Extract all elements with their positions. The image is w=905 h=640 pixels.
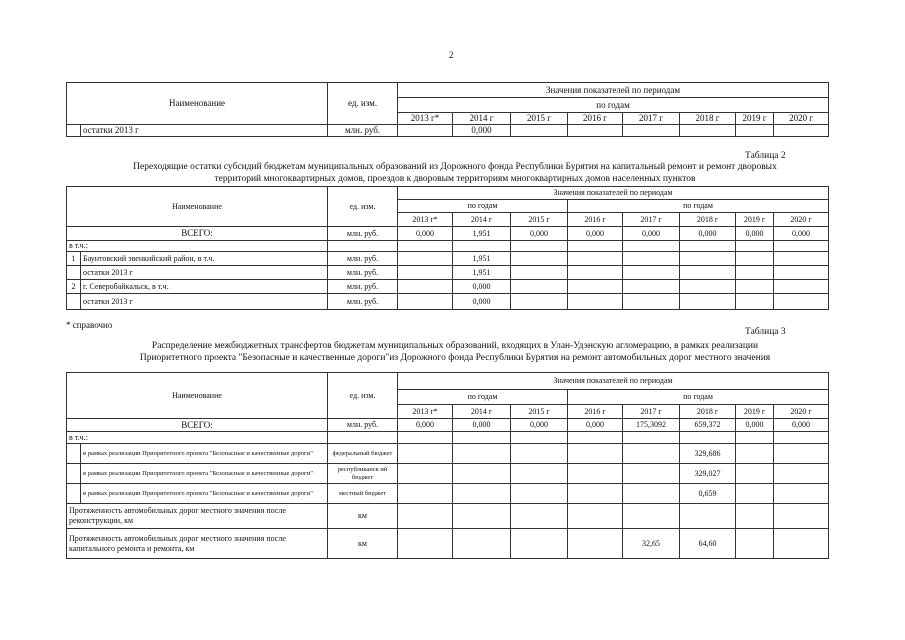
- table-3-label: Таблица 3: [745, 327, 786, 337]
- value-cell: [398, 529, 453, 559]
- value-cell: [623, 280, 680, 294]
- row-unit: местный бюджет: [328, 484, 398, 504]
- table-2-label: Таблица 2: [745, 151, 786, 161]
- header-unit: ед. изм.: [328, 187, 398, 227]
- row-number: 1: [67, 252, 81, 266]
- value-cell: [511, 294, 568, 310]
- table-row: [67, 125, 829, 137]
- table-row: [67, 266, 829, 280]
- value-cell: [511, 252, 568, 266]
- value-cell: 0,000: [568, 419, 623, 432]
- caption-line-1: Переходящие остатки субсидий бюджетам муниципальных образований из Дорожного фонда Республики Бурятия на капитальный ремонт и ремонт дворовых: [133, 162, 777, 172]
- value-cell: [774, 266, 829, 280]
- header-name: Наименование: [67, 83, 328, 125]
- value-cell: [774, 529, 829, 559]
- value-cell: 0,000: [774, 227, 829, 241]
- year-cell: 2014 г: [453, 113, 511, 125]
- value-cell: [623, 252, 680, 266]
- header-by-years-b: по годам: [568, 390, 829, 405]
- value-cell: [774, 125, 829, 137]
- row-name: в рамках реализации Приоритетного проекта "Безопасные и качественные дороги": [81, 484, 328, 504]
- page-number: 2: [449, 50, 454, 60]
- header-by-years: по годам: [398, 98, 829, 113]
- row-name: Протяженность автомобильных дорог местного значения после капитального ремонта и ремонта, км: [67, 529, 328, 559]
- year-cell: 2013 г*: [398, 213, 453, 227]
- total-row: [67, 227, 829, 241]
- value-cell: 0,000: [774, 419, 829, 432]
- value-cell: [623, 266, 680, 280]
- row-name: г. Северобайкальск, в т.ч.: [81, 280, 328, 294]
- value-cell: [511, 266, 568, 280]
- table-1: [66, 82, 829, 137]
- value-cell: [398, 125, 453, 137]
- value-cell: [511, 529, 568, 559]
- value-cell: [774, 252, 829, 266]
- value-cell: [568, 294, 623, 310]
- value-cell: [774, 294, 829, 310]
- incl-row: [67, 432, 829, 444]
- value-cell: [511, 484, 568, 504]
- value-cell: [568, 464, 623, 484]
- year-cell: 2020 г: [774, 113, 829, 125]
- value-cell: [511, 444, 568, 464]
- value-cell: [568, 252, 623, 266]
- value-cell: 64,60: [680, 529, 736, 559]
- header-unit: ед. изм.: [328, 373, 398, 419]
- total-label: ВСЕГО:: [67, 419, 328, 432]
- value-cell: 0,000: [680, 227, 736, 241]
- value-cell: 1,951: [453, 227, 511, 241]
- value-cell: [680, 280, 736, 294]
- value-cell: [623, 444, 680, 464]
- value-cell: [774, 484, 829, 504]
- header-name: Наименование: [67, 373, 328, 419]
- table-row: [67, 529, 829, 559]
- value-cell: [736, 266, 774, 280]
- value-cell: [680, 125, 736, 137]
- value-cell: [398, 266, 453, 280]
- value-cell: 0,659: [680, 484, 736, 504]
- row-name: Протяженность автомобильных дорог местного значения после реконструкции, км: [67, 504, 328, 529]
- value-cell: 0,000: [568, 227, 623, 241]
- table-3: [66, 372, 829, 559]
- row-unit: км: [328, 504, 398, 529]
- value-cell: [736, 444, 774, 464]
- table-row: [67, 444, 829, 464]
- row-number: [67, 266, 81, 280]
- value-cell: [623, 294, 680, 310]
- header-values: Значения показателей по периодам: [398, 83, 829, 98]
- table-3-caption: [60, 341, 850, 365]
- row-unit: млн. руб.: [328, 280, 398, 294]
- value-cell: [736, 125, 774, 137]
- value-cell: 0,000: [453, 419, 511, 432]
- row-name: Баунтовский эвенкийский район, в т.ч.: [81, 252, 328, 266]
- value-cell: 0,000: [398, 227, 453, 241]
- value-cell: [774, 504, 829, 529]
- row-unit: км: [328, 529, 398, 559]
- value-cell: [774, 280, 829, 294]
- caption-line-1: Распределение межбюджетных трансфертов бюджетам муниципальных образований, входящих в Улан-Удэнскую агломерацию, в рамках реализации: [151, 341, 759, 351]
- year-cell: 2016 г: [568, 405, 623, 419]
- row-name: в рамках реализации Приоритетного проекта "Безопасные и качественные дороги": [81, 464, 328, 484]
- value-cell: 0,000: [453, 280, 511, 294]
- year-cell: 2016 г: [568, 113, 623, 125]
- row-number: [67, 294, 81, 310]
- header-unit: ед. изм.: [328, 83, 398, 125]
- year-cell: 2020 г: [774, 405, 829, 419]
- value-cell: [568, 280, 623, 294]
- value-cell: [568, 444, 623, 464]
- value-cell: [736, 504, 774, 529]
- value-cell: [736, 464, 774, 484]
- value-cell: [736, 529, 774, 559]
- caption-line-2: Приоритетного проекта "Безопасные и качественные дороги"из Дорожного фонда Республики Бурятия на ремонт автомобильных дорог местного значения: [139, 352, 771, 363]
- value-cell: [568, 125, 623, 137]
- value-cell: [568, 504, 623, 529]
- value-cell: 0,000: [736, 227, 774, 241]
- value-cell: 1,951: [453, 252, 511, 266]
- caption-line-2: территорий многоквартирных домов, проездов к дворовым территориям многоквартирных домов населенных пунктов: [214, 173, 696, 184]
- row-unit: млн. руб.: [328, 125, 398, 137]
- year-cell: 2014 г: [453, 213, 511, 227]
- incl-row: [67, 241, 829, 252]
- year-cell: 2013 г*: [398, 113, 453, 125]
- year-cell: 2014 г: [453, 405, 511, 419]
- value-cell: [453, 444, 511, 464]
- value-cell: 32,65: [623, 529, 680, 559]
- year-cell: 2019 г: [736, 213, 774, 227]
- header-by-years-a: по годам: [398, 200, 568, 213]
- value-cell: 0,000: [623, 227, 680, 241]
- incl-label: в т.ч.:: [67, 241, 328, 252]
- value-cell: [511, 280, 568, 294]
- value-cell: [736, 484, 774, 504]
- year-cell: 2015 г: [511, 405, 568, 419]
- value-cell: 0,000: [736, 419, 774, 432]
- table-row: [67, 252, 829, 266]
- value-cell: 329,027: [680, 464, 736, 484]
- row-unit: млн. руб.: [328, 266, 398, 280]
- year-cell: 2018 г: [680, 113, 736, 125]
- value-cell: [398, 444, 453, 464]
- value-cell: [511, 464, 568, 484]
- value-cell: [736, 252, 774, 266]
- header-values: Значения показателей по периодам: [398, 187, 829, 200]
- value-cell: [774, 464, 829, 484]
- value-cell: [736, 294, 774, 310]
- value-cell: [623, 504, 680, 529]
- table-row: [67, 504, 829, 529]
- row-unit: млн. руб.: [328, 419, 398, 432]
- incl-label: в т.ч.:: [67, 432, 328, 444]
- value-cell: 0,000: [398, 419, 453, 432]
- value-cell: [453, 529, 511, 559]
- value-cell: 175,3092: [623, 419, 680, 432]
- year-cell: 2017 г: [623, 113, 680, 125]
- year-cell: 2015 г: [511, 113, 568, 125]
- value-cell: [398, 280, 453, 294]
- value-cell: [511, 504, 568, 529]
- value-cell: [680, 504, 736, 529]
- value-cell: 0,000: [453, 294, 511, 310]
- value-cell: [398, 252, 453, 266]
- footnote: * справочно: [66, 320, 113, 330]
- table-row: [67, 464, 829, 484]
- header-name: Наименование: [67, 187, 328, 227]
- year-cell: 2017 г: [623, 213, 680, 227]
- value-cell: 329,686: [680, 444, 736, 464]
- value-cell: [680, 294, 736, 310]
- value-cell: [453, 484, 511, 504]
- value-cell: [774, 444, 829, 464]
- table-row: [67, 484, 829, 504]
- value-cell: [623, 125, 680, 137]
- row-name: остатки 2013 г: [81, 266, 328, 280]
- header-values: Значения показателей по периодам: [398, 373, 829, 390]
- row-unit: млн. руб.: [328, 294, 398, 310]
- year-cell: 2018 г: [680, 213, 736, 227]
- value-cell: 659,372: [680, 419, 736, 432]
- header-by-years-b: по годам: [568, 200, 829, 213]
- year-cell: 2016 г: [568, 213, 623, 227]
- value-cell: [680, 252, 736, 266]
- value-cell: [511, 125, 568, 137]
- value-cell: [398, 464, 453, 484]
- value-cell: [398, 504, 453, 529]
- value-cell: [398, 484, 453, 504]
- value-cell: [398, 294, 453, 310]
- table-row: [67, 280, 829, 294]
- row-number: 2: [67, 280, 81, 294]
- row-unit: млн. руб.: [328, 252, 398, 266]
- table-2: [66, 186, 829, 310]
- value-cell: 0,000: [453, 125, 511, 137]
- row-name: остатки 2013 г: [81, 294, 328, 310]
- year-cell: 2015 г: [511, 213, 568, 227]
- year-cell: 2019 г: [736, 113, 774, 125]
- row-name: остатки 2013 г: [81, 125, 328, 137]
- value-cell: [680, 266, 736, 280]
- row-unit: млн. руб.: [328, 227, 398, 241]
- total-label: ВСЕГО:: [67, 227, 328, 241]
- total-row: [67, 419, 829, 432]
- value-cell: [623, 464, 680, 484]
- value-cell: 0,000: [511, 419, 568, 432]
- header-by-years-a: по годам: [398, 390, 568, 405]
- value-cell: [568, 484, 623, 504]
- value-cell: [453, 504, 511, 529]
- row-unit: федеральный бюджет: [328, 444, 398, 464]
- table-row: [67, 294, 829, 310]
- year-cell: 2017 г: [623, 405, 680, 419]
- value-cell: 1,951: [453, 266, 511, 280]
- row-name: в рамках реализации Приоритетного проекта "Безопасные и качественные дороги": [81, 444, 328, 464]
- value-cell: 0,000: [511, 227, 568, 241]
- row-unit: республиканск ий бюджет: [328, 464, 398, 484]
- value-cell: [568, 266, 623, 280]
- value-cell: [623, 484, 680, 504]
- value-cell: [568, 529, 623, 559]
- year-cell: 2019 г: [736, 405, 774, 419]
- year-cell: 2013 г*: [398, 405, 453, 419]
- year-cell: 2020 г: [774, 213, 829, 227]
- table-2-caption: [60, 162, 850, 186]
- value-cell: [736, 280, 774, 294]
- value-cell: [453, 464, 511, 484]
- year-cell: 2018 г: [680, 405, 736, 419]
